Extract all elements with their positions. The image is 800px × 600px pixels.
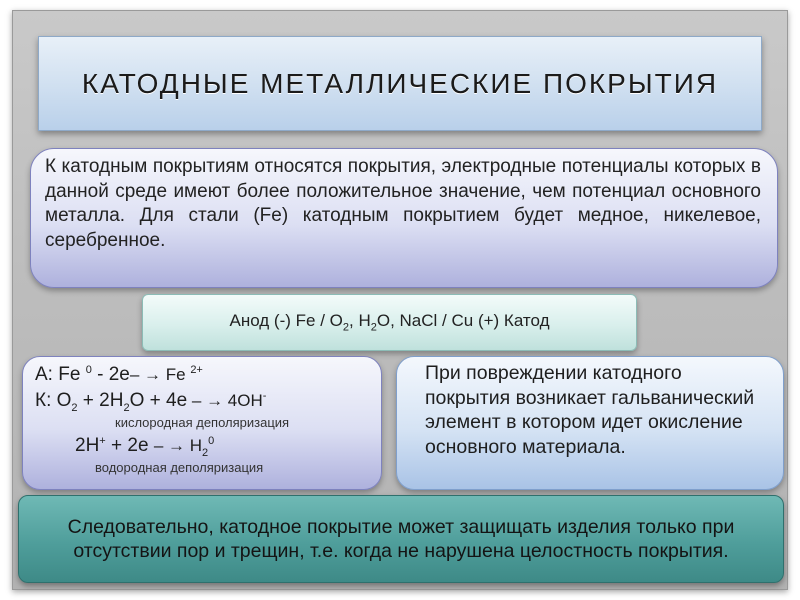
- cell-anode: Анод (-) Fe / O: [229, 311, 343, 331]
- anode-reaction: [35, 364, 203, 386]
- cathode-reaction-h2o: + 2H: [77, 390, 124, 411]
- o2-subscript: 2: [342, 321, 349, 334]
- cell-scheme-box: [142, 294, 637, 351]
- fe-charge-2plus: 2+: [190, 364, 203, 376]
- cathode-reaction-electrons: O + 4e: [129, 390, 188, 411]
- damage-note-box: [396, 356, 784, 490]
- h2o-subscript: 2: [370, 321, 377, 334]
- anode-reaction-arrow: – → Fe: [129, 365, 191, 384]
- damage-note-text: При повреждении катодного покрытия возникает гальванический элемент в котором идет окисление основного материала.: [425, 362, 755, 458]
- definition-text: К катодным покрытиям относятся покрытия, электродные потенциалы которых в данной среде имеют более положительное значение, чем потенциал основного металла. Для стали (Fe) катодным покрытием будет медное, никелевое, серебренное.: [45, 156, 761, 251]
- hydrogen-reaction-prefix: 2H: [75, 435, 100, 456]
- anode-reaction-electrons: - 2е: [91, 364, 130, 385]
- cell-scheme: [229, 311, 549, 333]
- hydrogen-reaction-arrow: – → H: [153, 436, 202, 455]
- h2-charge-0: 0: [208, 435, 215, 447]
- page-title: КАТОДНЫЕ МЕТАЛЛИЧЕСКИЕ ПОКРЫТИЯ: [81, 67, 719, 99]
- h2-product-sub: 2: [202, 446, 209, 459]
- cathode-reaction-arrow: – → 4OH: [187, 391, 263, 410]
- conclusion-text: Следовательно, катодное покрытие может защищать изделия только при отсутствии пор и трещин, т.е. когда не нарушена целостность покрытия.: [67, 516, 735, 562]
- conclusion-box: [18, 495, 784, 583]
- h2-sub: 2: [123, 401, 130, 414]
- anode-reaction-prefix: А: Fe: [35, 364, 86, 385]
- oh-charge: -: [262, 390, 267, 402]
- reactions-box: [22, 356, 382, 490]
- cathode-reaction-prefix: К: O: [35, 390, 72, 411]
- hydrogen-depolarization-label: водородная деполяризация: [95, 460, 264, 475]
- h-charge-plus: +: [99, 435, 106, 447]
- title-banner: [38, 36, 762, 131]
- fe-charge-0: 0: [85, 364, 92, 376]
- o2-sub: 2: [71, 401, 78, 414]
- hydrogen-reaction-electrons: + 2e: [105, 435, 154, 456]
- definition-box: [30, 148, 778, 288]
- hydrogen-reaction: [75, 435, 214, 459]
- cell-rest: O, NaCl / Cu (+) Катод: [376, 311, 550, 331]
- cell-h2o-h: , H: [349, 311, 371, 331]
- oxygen-depolarization-label: кислородная деполяризация: [115, 415, 290, 430]
- cathode-reaction: [35, 390, 266, 414]
